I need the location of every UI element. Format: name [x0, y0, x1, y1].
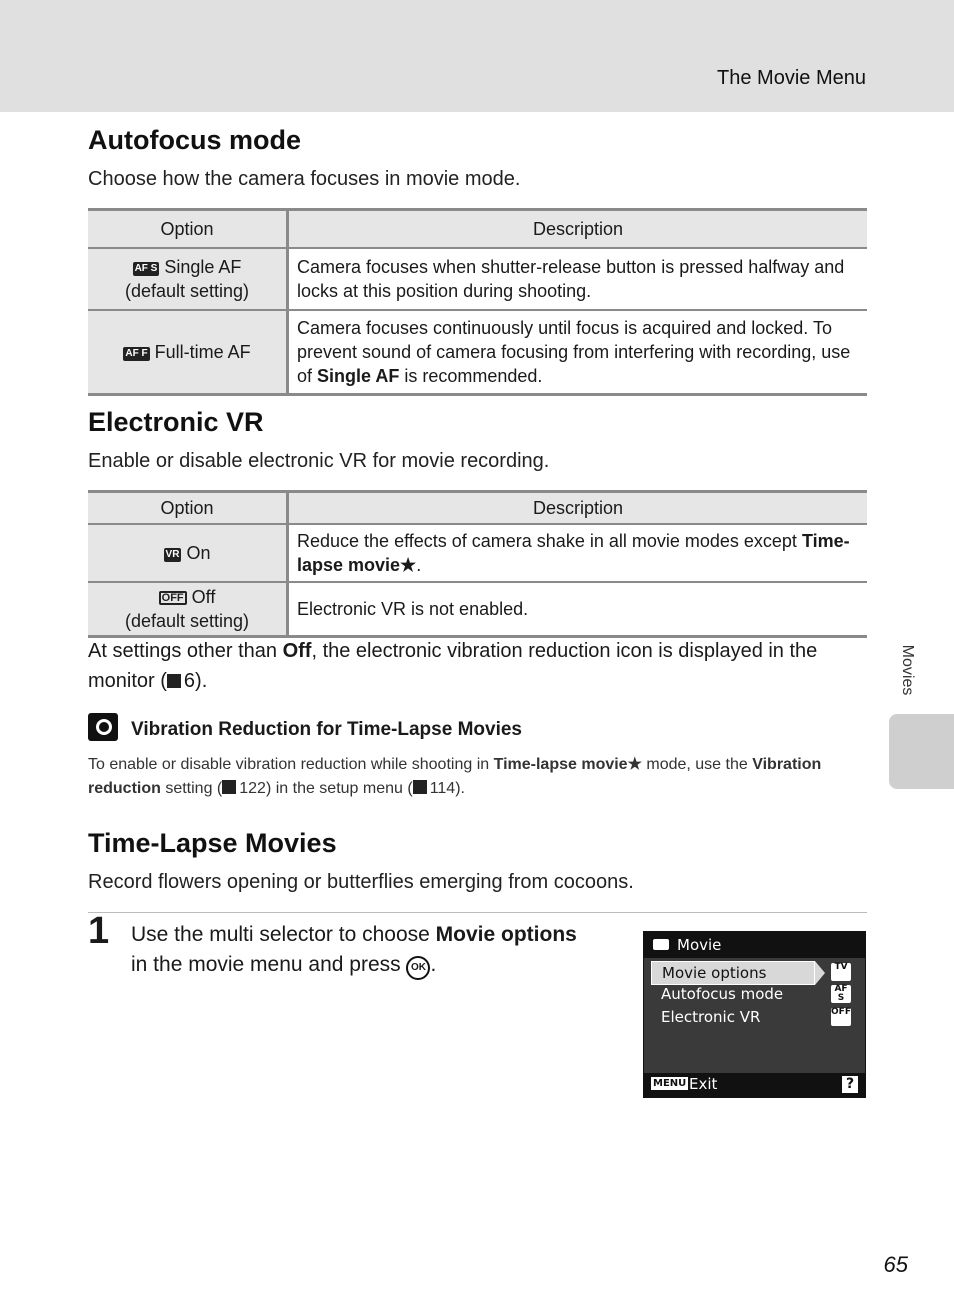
col-option: Option	[88, 210, 288, 249]
time-lapse-intro: Record flowers opening or butterflies emerging from cocoons.	[88, 871, 634, 893]
single-af-icon: AF S	[134, 263, 158, 274]
option-sub: (default setting)	[124, 281, 250, 301]
page-ref-icon	[167, 674, 181, 688]
option-label: Single AF	[164, 257, 242, 277]
description-cell: Reduce the effects of camera shake in all movie modes except Time-lapse movie★.	[288, 524, 868, 582]
option-label: Off	[191, 586, 216, 607]
description-cell: Camera focuses continuously until focus is acquired and locked. To prevent sound of camera focusing from interfering with recording, use of Single AF is recommended.	[288, 310, 868, 394]
side-tab-label: Movies	[899, 644, 916, 696]
table-row	[88, 524, 867, 582]
autofocus-title: Autofocus mode	[88, 125, 301, 155]
help-icon: ?	[842, 1076, 858, 1093]
autofocus-table	[88, 208, 867, 396]
electronic-vr-title: Electronic VR	[88, 407, 264, 437]
step-number: 1	[88, 910, 110, 952]
table-row	[88, 248, 867, 310]
menu-key-icon: MENU	[653, 1078, 687, 1089]
page-ref-icon	[222, 780, 236, 794]
movie-camera-icon	[653, 939, 669, 950]
col-option: Option	[88, 492, 288, 525]
electronic-vr-icon: OFF	[831, 1008, 851, 1026]
electronic-vr-intro: Enable or disable electronic VR for movie recording.	[88, 450, 550, 472]
screen-footer	[644, 1073, 865, 1097]
magnifier-icon	[88, 713, 118, 741]
table-row	[88, 582, 867, 636]
running-head: The Movie Menu	[717, 67, 866, 89]
electronic-vr-table	[88, 490, 867, 638]
autofocus-mode-icon: AF S	[831, 985, 851, 1003]
col-description: Description	[288, 492, 868, 525]
menu-item-autofocus-mode[interactable]: Autofocus mode	[661, 985, 784, 1003]
description-cell: Electronic VR is not enabled.	[288, 582, 868, 636]
menu-item-electronic-vr[interactable]: Electronic VR	[661, 1008, 761, 1026]
screen-title: Movie	[677, 936, 722, 954]
option-cell	[88, 248, 288, 310]
option-label: Full-time AF	[154, 341, 251, 362]
table-row	[88, 310, 867, 394]
header-band	[0, 0, 954, 112]
autofocus-intro: Choose how the camera focuses in movie mode.	[88, 168, 521, 190]
vr-off-icon: OFF	[159, 591, 187, 605]
exit-label: Exit	[689, 1075, 718, 1093]
ok-button-icon: OK	[406, 956, 430, 980]
screen-title-bar	[644, 932, 865, 958]
tip-body: To enable or disable vibration reduction while shooting in Time-lapse movie★ mode, use the Vibration reduction setting ( 122) in the setup menu ( 114).	[88, 756, 822, 797]
option-cell	[88, 524, 288, 582]
menu-item-movie-options[interactable]: Movie options	[651, 961, 815, 985]
full-time-af-icon: AF F	[125, 347, 148, 359]
option-sub: (default setting)	[124, 610, 250, 631]
vr-note: At settings other than Off, the electronic vibration reduction icon is displayed in the monitor ( 6).	[88, 640, 818, 692]
side-tab	[889, 714, 954, 789]
step-text: Use the multi selector to choose Movie options in the movie menu and press OK .	[131, 920, 591, 980]
divider	[88, 912, 867, 913]
movie-options-icon: TV	[831, 963, 851, 981]
option-cell	[88, 310, 288, 394]
time-lapse-title: Time-Lapse Movies	[88, 828, 337, 858]
vr-on-icon: VR	[165, 549, 180, 560]
camera-menu-screen	[643, 931, 866, 1098]
page-ref-icon	[413, 780, 427, 794]
tip-title: Vibration Reduction for Time-Lapse Movies	[131, 719, 522, 740]
description-cell: Camera focuses when shutter-release button is pressed halfway and locks at this position during shooting.	[288, 248, 868, 310]
option-cell	[88, 582, 288, 636]
page-number: 65	[883, 1252, 908, 1277]
col-description: Description	[288, 210, 868, 249]
option-label: On	[186, 543, 211, 563]
